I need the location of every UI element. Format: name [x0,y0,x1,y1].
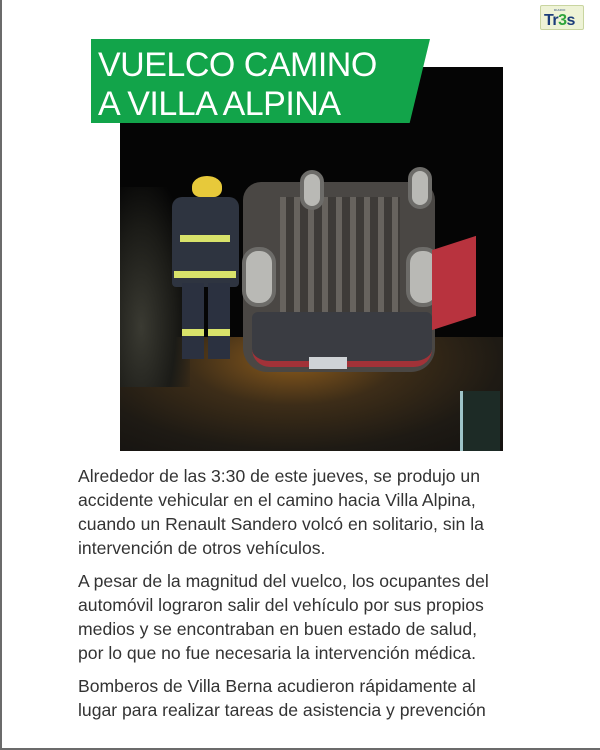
text-line: lugar para realizar tareas de asistencia y prevención [78,700,486,720]
accident-photo [120,67,503,451]
text-line: accidente vehicular en el camino hacia Villa Alpina, [78,490,476,510]
headline-line-2: A VILLA ALPINA [98,85,341,123]
text-line: automóvil lograron salir del vehículo por sus propios [78,595,484,615]
firefighter-leg [182,283,204,359]
text-line: Alrededor de las 3:30 de este jueves, se produjo un [78,466,480,486]
car-wheel [300,170,324,210]
logo-small-text: DIARIO [554,8,566,12]
reflective-stripe [174,271,236,278]
firefighter-coat [172,197,239,287]
car-wheel [242,247,276,307]
article-paragraph-1 [78,464,538,560]
text-line: por lo que no fue necesaria la intervención médica. [78,643,477,663]
logo-prefix: Tr [544,12,559,29]
article-paragraph-2 [78,569,538,665]
logo-wordmark [544,12,575,29]
headline-line-1: VUELCO CAMINO [98,46,377,84]
reflective-stripe [182,329,204,336]
diario-tr3s-logo [540,5,584,30]
logo-suffix: s [566,12,575,29]
crate [460,391,500,451]
open-car-door [432,236,476,330]
license-plate [309,357,347,369]
text-line: medios y se encontraban en buen estado de salud, [78,619,478,639]
car-undercarriage [280,197,400,327]
logo-digit: 3 [558,12,567,29]
car-wheel [408,167,432,209]
text-line: Bomberos de Villa Berna acudieron rápidamente al [78,676,476,696]
article-paragraph-3 [78,674,538,722]
firefighter-helmet [192,176,222,197]
reflective-stripe [208,329,230,336]
text-line: cuando un Renault Sandero volcó en solitario, sin la [78,514,484,534]
text-line: A pesar de la magnitud del vuelco, los ocupantes del [78,571,489,591]
text-line: intervención de otros vehículos. [78,538,326,558]
reflective-stripe [180,235,230,242]
firefighter-leg [208,283,230,359]
